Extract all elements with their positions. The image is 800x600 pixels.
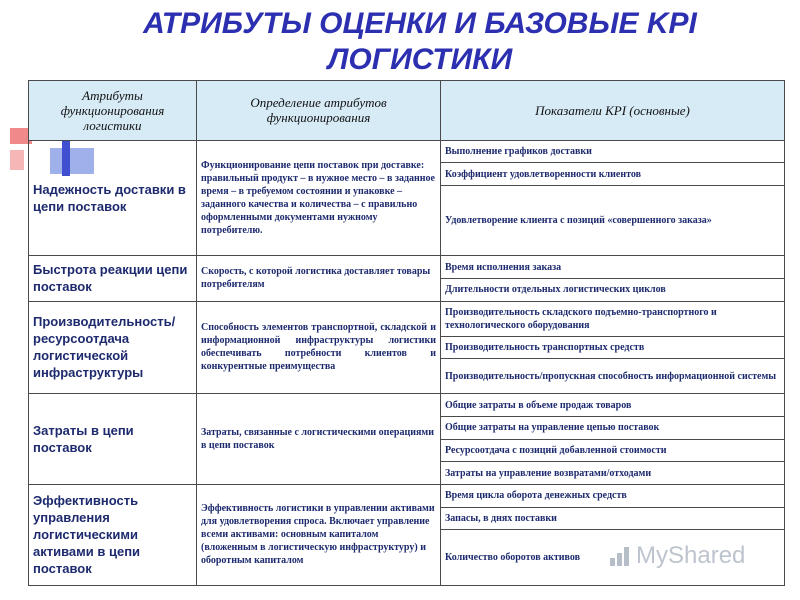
- kpi-table: [28, 80, 785, 586]
- attribute-cell: Быстрота реакции цепи поставок: [29, 256, 197, 301]
- kpi-cell: Общие затраты в объеме продаж товаров: [441, 394, 785, 417]
- header-attributes: Атрибуты функционирования логистики: [29, 81, 197, 141]
- definition-cell: Способность элементов транспортной, складской и информационной инфраструктуры логистики обеспечивать потребности клиентов и конкурентные преимущества: [197, 301, 441, 394]
- definition-cell: Эффективность логистики в управлении активами для удовлетворения спроса. Включает управление всеми активами: основным капиталом (вложенным в логистическую инфраструктуру) и оборотным капиталом: [197, 484, 441, 585]
- watermark-text: MyShared: [636, 542, 746, 569]
- decor-square: [10, 150, 24, 170]
- kpi-cell: Количество оборотов активов: [441, 530, 785, 586]
- kpi-cell: Производительность транспортных средств: [441, 336, 785, 359]
- watermark: [610, 542, 745, 570]
- kpi-cell: Производительность/пропускная способность информационной системы: [441, 359, 785, 394]
- header-definition: Определение атрибутов функционирования: [197, 81, 441, 141]
- kpi-cell: Запасы, в днях поставки: [441, 507, 785, 530]
- kpi-cell: Производительность складского подъемно-транспортного и технологического оборудования: [441, 301, 785, 336]
- attribute-cell: Надежность доставки в цепи поставок: [29, 140, 197, 255]
- kpi-cell: Время исполнения заказа: [441, 256, 785, 279]
- definition-cell: Функционирование цепи поставок при доставке: правильный продукт – в нужное место – в заданное время – в требуемом состоянии и упаковке – заданного качества и количества – с правильно оформленными документами нужному потребителю.: [197, 140, 441, 255]
- kpi-cell: Длительности отдельных логистических циклов: [441, 278, 785, 301]
- table-row: [29, 256, 785, 279]
- page-title: АТРИБУТЫ ОЦЕНКИ И БАЗОВЫЕ KPI ЛОГИСТИКИ: [143, 7, 697, 76]
- attribute-cell: Затраты в цепи поставок: [29, 394, 197, 485]
- kpi-cell: Выполнение графиков доставки: [441, 140, 785, 163]
- table-row: [29, 394, 785, 417]
- kpi-cell: Коэффициент удовлетворенности клиентов: [441, 163, 785, 186]
- table-row: [29, 301, 785, 336]
- table-row: [29, 140, 785, 163]
- header-indicators: Показатели KPI (основные): [441, 81, 785, 141]
- attribute-cell: Эффективность управления логистическими активами в цепи поставок: [29, 484, 197, 585]
- attribute-cell: Производительность/ ресурсоотдача логистической инфраструктуры: [29, 301, 197, 394]
- kpi-cell: Затраты на управление возвратами/отходами: [441, 462, 785, 485]
- table-row: [29, 484, 785, 507]
- definition-cell: Скорость, с которой логистика доставляет товары потребителям: [197, 256, 441, 301]
- bar-chart-icon: [610, 546, 632, 566]
- kpi-cell: Ресурсоотдача с позиций добавленной стоимости: [441, 439, 785, 462]
- kpi-cell: Удовлетворение клиента с позиций «совершенного заказа»: [441, 186, 785, 256]
- kpi-cell: Общие затраты на управление цепью поставок: [441, 416, 785, 439]
- kpi-cell: Время цикла оборота денежных средств: [441, 484, 785, 507]
- definition-cell: Затраты, связанные с логистическими операциями в цепи поставок: [197, 394, 441, 485]
- table-header-row: [29, 81, 785, 141]
